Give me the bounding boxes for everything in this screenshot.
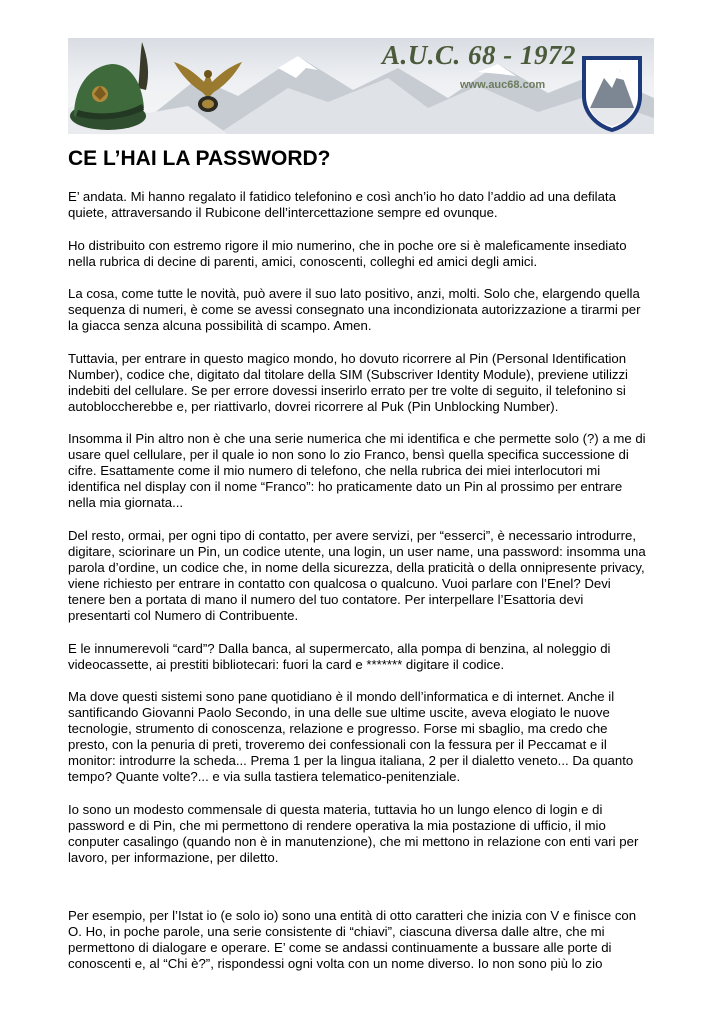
banner-title: A.U.C. 68 - 1972 [382,40,577,70]
mountain-shield-icon [580,52,644,132]
article-title: CE L’HAI LA PASSWORD? [68,147,331,170]
paragraph: Del resto, ormai, per ogni tipo di contatto, per avere servizi, per “esserci”, è necessario introdurre, digitare, sciorinare un Pin, un codice utente, una login, un user name, una password: insomma una parola d’ordine, un codice che, in nome della sicurezza, della praticità o della onnipresente privacy, viene richiesto per entrare in contatto con qualcosa o qualcuno. Vuoi parlare con l’Enel? Devi tenere ben a portata di mano il numero del tuo contatore. Per interpellare l’Esattoria devi presentarti col Numero di Contribuente. [68,527,646,623]
eagle-emblem-icon [172,52,244,116]
alpine-hat-icon [68,38,168,134]
paragraph: Per esempio, per l’Istat io (e solo io) sono una entità di otto caratteri che inizia con V e finisce con O. Ho, in poche parole, una serie consistente di “chiavi”, ciascuna diversa dalle altre, che mi permettono di dialogare e operare. E’ come se andassi continuamente a bussare alle porte di conoscenti e, al “Chi è?”, rispondessi ogni volta con un nome diverso. Io non sono più lo zio [68,907,637,971]
site-banner [68,38,654,134]
paragraph: E le innumerevoli “card”? Dalla banca, al supermercato, alla pompa di benzina, al noleggio di videocassette, ai prestiti bibliotecari: fuori la card e ******* digitare il codice. [68,640,611,672]
paragraph: Ma dove questi sistemi sono pane quotidiano è il mondo dell’informatica e di internet. Anche il santificando Giovanni Paolo Secondo, in una delle sue ultime uscite, aveva elogiato le nuove tecnologie, strumento di conoscenza, relazione e progresso. Forse mi sbaglio, ma credo che presto, con la penuria di preti, troveremo dei confessionali con la fessura per il Peccamat e il monitor: introdurre la scheda... Prema 1 per la lingua italiana, 2 per il dialetto veneto... Da quanto tempo? Quante volte?... e via sulla tastiera telematico-penitenziale. [68,689,634,785]
paragraph: La cosa, come tutte le novità, può avere il suo lato positivo, anzi, molti. Solo che, elargendo quella sequenza di numeri, è come se avessi consegnato una incondizionata autorizzazione a tirarmi per la giacca senza alcuna possibilità di scampo. Amen. [68,286,641,334]
article-body [68,189,658,988]
banner-url: www.auc68.com [460,79,546,91]
paragraph: Insomma il Pin altro non è che una serie numerica che mi identifica e che permette solo (?) a me di usare quel cellulare, per il quale io non sono lo zio Franco, bensì quella specifica successione di cifre. Esattamente come il mio numero di telefono, che nella rubrica dei miei interlocutori mi identifica nel display con il nome “Franco”: ho praticamente dato un Pin al prossimo per entrare nella mia giornata... [68,431,646,511]
paragraph: Io sono un modesto commensale di questa materia, tuttavia ho un lungo elenco di login e di password e di Pin, che mi permettono di rendere operativa la mia postazione di ufficio, il mio conputer casalingo (quando non è in manutenzione), che mi mettono in relazione con enti vari per lavoro, per informazione, per diletto. [68,801,639,865]
paragraph: E’ andata. Mi hanno regalato il fatidico telefonino e così anch’io ho dato l’addio ad una defilata quiete, attraversando il Rubicone dell’intercettazione sempre ed ovunque. [68,189,616,220]
paragraph: Tuttavia, per entrare in questo magico mondo, ho dovuto ricorrere al Pin (Personal Identification Number), codice che, digitato dal titolare della SIM (Subscriver Identity Module), previene utilizzi indebiti del cellulare. Se per errore dovessi inserirlo errato per tre volte di seguito, il telefonino si autobloccherebbe e, per riattivarlo, dovrei ricorrere al Puk (Pin Unblocking Number). [68,350,628,414]
paragraph: Ho distribuito con estremo rigore il mio numerino, che in poche ore si è maleficamente insediato nella rubrica di decine di parenti, amici, conoscenti, colleghi ed amici degli amici. [68,237,627,269]
